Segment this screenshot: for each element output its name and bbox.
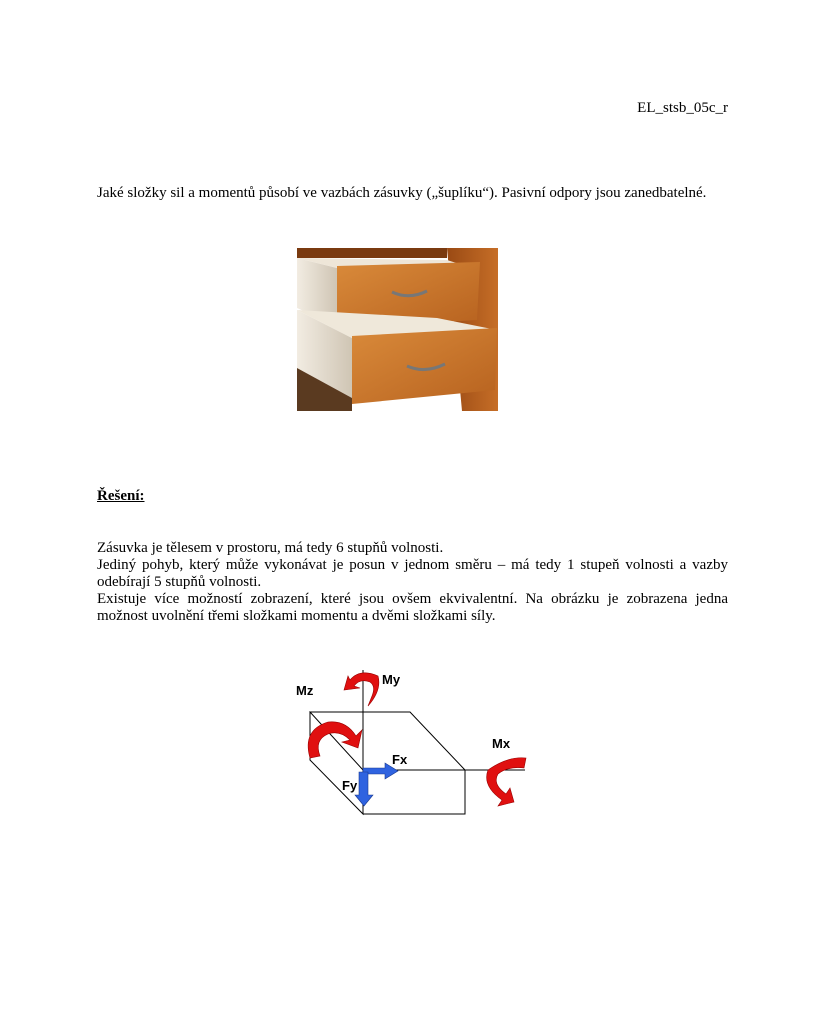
document-code: EL_stsb_05c_r: [637, 100, 728, 116]
label-fx: Fx: [392, 752, 408, 767]
solution-text: [97, 540, 728, 625]
moment-my-arrow: [344, 673, 379, 706]
label-mx: Mx: [492, 736, 511, 751]
label-mz: Mz: [296, 683, 314, 698]
label-my: My: [382, 672, 401, 687]
label-fy: Fy: [342, 778, 358, 793]
moment-mx-arrow: [487, 758, 526, 806]
drawer-photo: [297, 248, 498, 411]
force-fy-arrow: [355, 772, 373, 806]
paragraph: Zásuvka je tělesem v prostoru, má tedy 6 stupňů volnosti.: [97, 540, 444, 556]
solution-heading: Řešení:: [97, 488, 145, 504]
question-text: Jaké složky sil a momentů působí ve vazbách zásuvky („šuplíku“). Pasivní odpory jsou zanedbatelné.: [97, 185, 707, 201]
paragraph: Existuje více možností zobrazení, které jsou ovšem ekvivalentní. Na obrázku je zobrazena jedna možnost uvolnění třemi složkami momentu a dvěmi složkami síly.: [97, 591, 728, 624]
force-diagram: [290, 660, 540, 820]
paragraph: Jediný pohyb, který může vykonávat je posun v jednom směru – má tedy 1 stupeň volnosti a vazby odebírají 5 stupňů volnosti.: [97, 557, 728, 590]
